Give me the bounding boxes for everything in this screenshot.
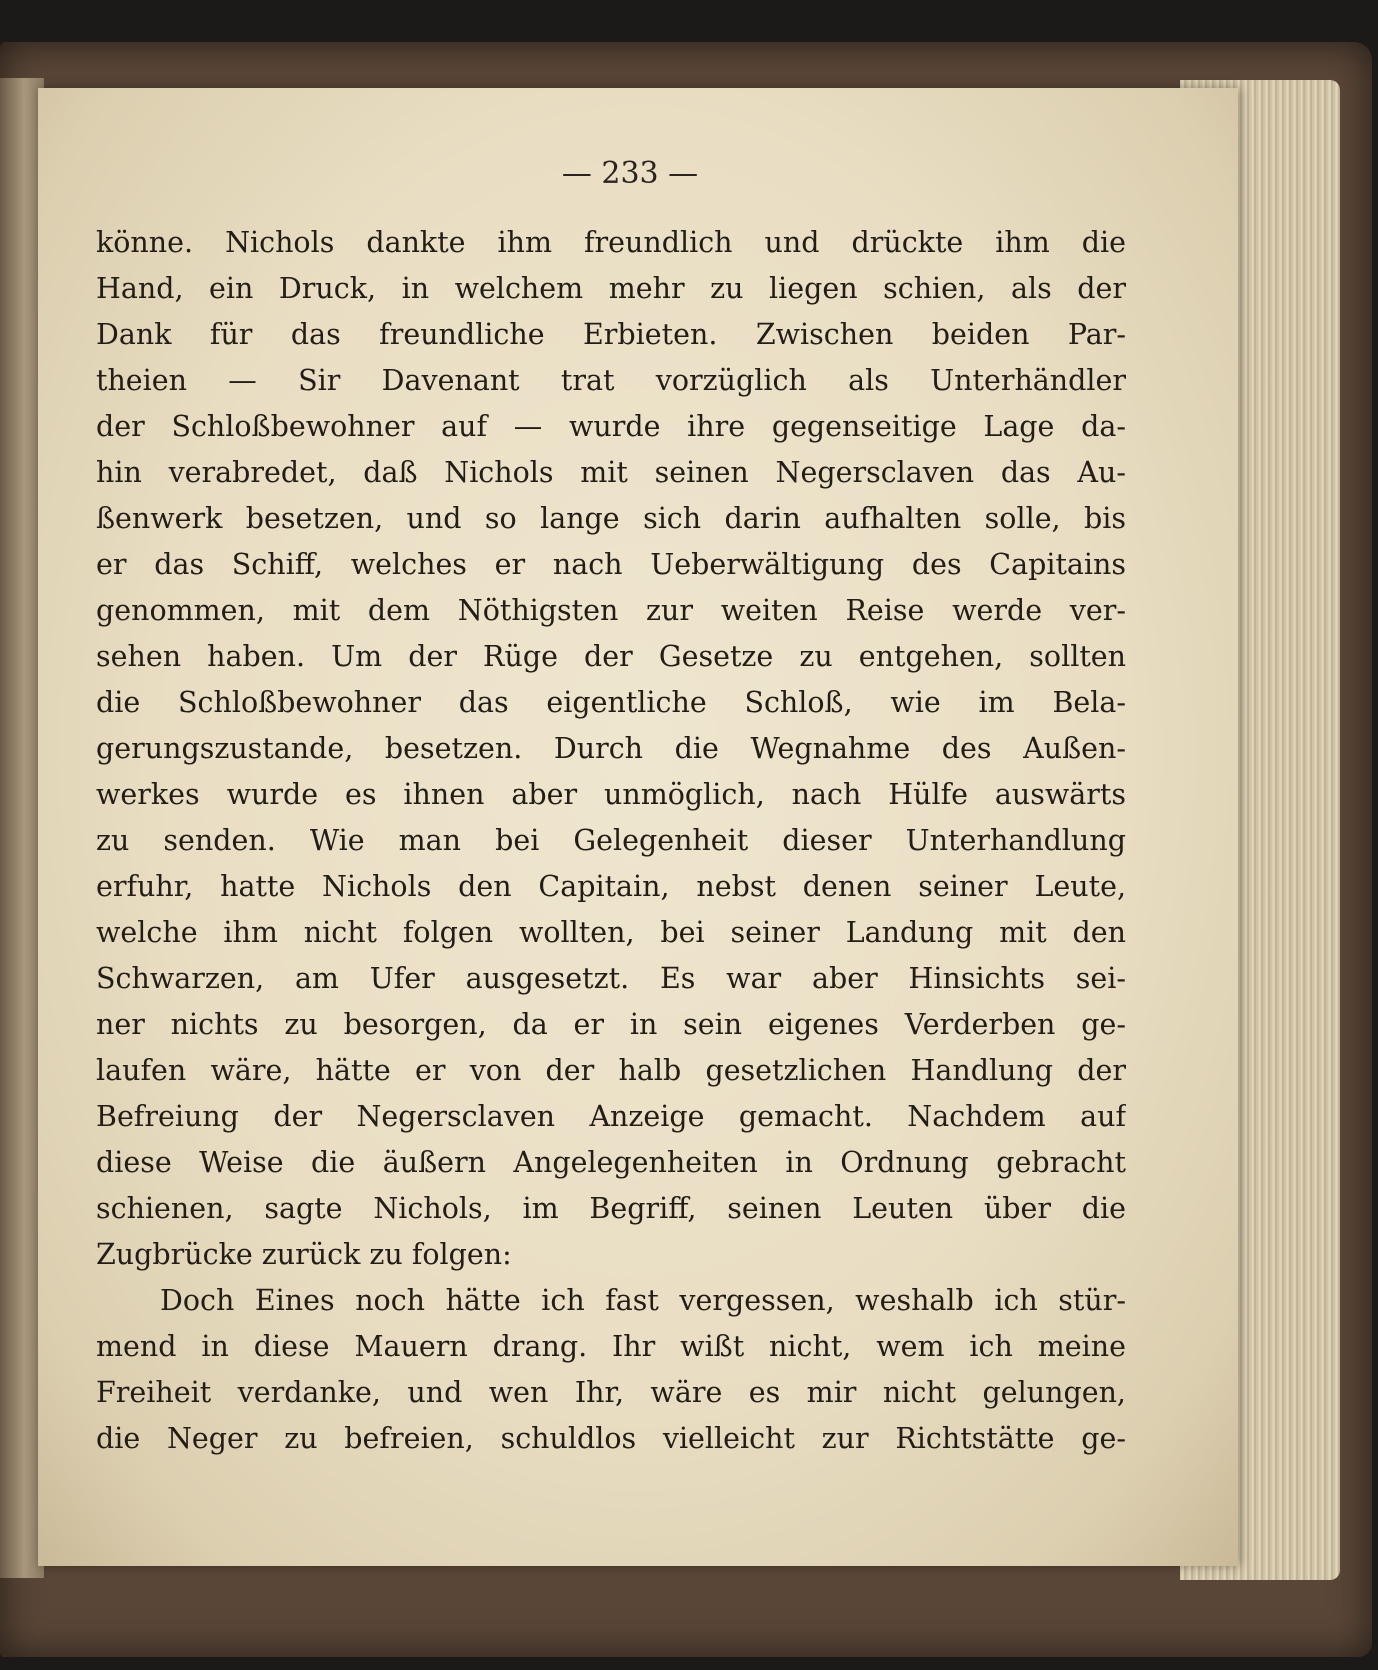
text-line: zu senden. Wie man bei Gelegenheit dieser Unterhandlung <box>96 824 1126 857</box>
text-line: mend in diese Mauern drang. Ihr wißt nicht, wem ich meine <box>96 1330 1126 1363</box>
text-line: Dank für das freundliche Erbieten. Zwischen beiden Par- <box>96 318 1126 351</box>
text-line: Doch Eines noch hätte ich fast vergessen, weshalb ich stür- <box>160 1284 1126 1317</box>
text-line: Schwarzen, am Ufer ausgesetzt. Es war aber Hinsichts sei- <box>96 962 1126 995</box>
text-line: Befreiung der Negersclaven Anzeige gemacht. Nachdem auf <box>96 1100 1126 1133</box>
text-line: diese Weise die äußern Angelegenheiten in Ordnung gebracht <box>96 1146 1126 1179</box>
text-line: schienen, sagte Nichols, im Begriff, seinen Leuten über die <box>96 1192 1126 1225</box>
text-line: er das Schiff, welches er nach Ueberwältigung des Capitains <box>96 548 1126 581</box>
text-line: Hand, ein Druck, in welchem mehr zu liegen schien, als der <box>96 272 1126 305</box>
text-line: werkes wurde es ihnen aber unmöglich, nach Hülfe auswärts <box>96 778 1126 811</box>
text-line: ßenwerk besetzen, und so lange sich darin aufhalten solle, bis <box>96 502 1126 535</box>
text-line: Freiheit verdanke, und wen Ihr, wäre es mir nicht gelungen, <box>96 1376 1126 1409</box>
text-line: welche ihm nicht folgen wollten, bei seiner Landung mit den <box>96 916 1126 949</box>
text-line: die Schloßbewohner das eigentliche Schloß, wie im Bela- <box>96 686 1126 719</box>
text-line: die Neger zu befreien, schuldlos vielleicht zur Richtstätte ge- <box>96 1422 1126 1455</box>
text-line: laufen wäre, hätte er von der halb gesetzlichen Handlung der <box>96 1054 1126 1087</box>
text-line: theien — Sir Davenant trat vorzüglich als Unterhändler <box>96 364 1126 397</box>
text-line: sehen haben. Um der Rüge der Gesetze zu entgehen, sollten <box>96 640 1126 673</box>
text-line: Zugbrücke zurück zu folgen: <box>96 1238 512 1271</box>
text-line: genommen, mit dem Nöthigsten zur weiten Reise werde ver- <box>96 594 1126 627</box>
page-number: — 233 — <box>561 156 699 191</box>
book-page <box>38 88 1238 1566</box>
text-line: der Schloßbewohner auf — wurde ihre gegenseitige Lage da- <box>96 410 1126 443</box>
page-text <box>96 220 1126 1462</box>
text-line: erfuhr, hatte Nichols den Capitain, nebst denen seiner Leute, <box>96 870 1126 903</box>
text-line: ner nichts zu besorgen, da er in sein eigenes Verderben ge- <box>96 1008 1126 1041</box>
text-line: gerungszustande, besetzen. Durch die Wegnahme des Außen- <box>96 732 1126 765</box>
text-line: könne. Nichols dankte ihm freundlich und drückte ihm die <box>96 226 1126 259</box>
text-line: hin verabredet, daß Nichols mit seinen Negersclaven das Au- <box>96 456 1126 489</box>
